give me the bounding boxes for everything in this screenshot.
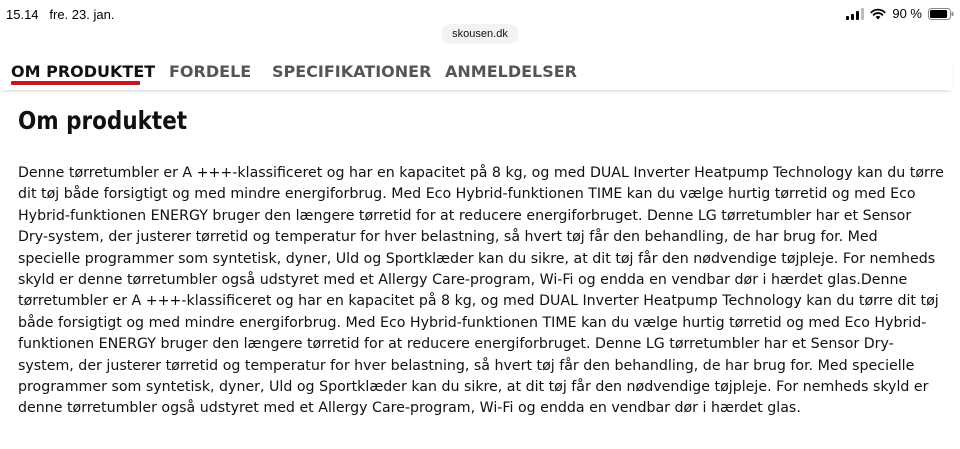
url-text: skousen.dk <box>452 28 508 40</box>
product-description: Denne tørretumbler er A +++-klassificeret og har en kapacitet på 8 kg, og med DUAL Inverter Heatpump Technology kan du tørre dit tøj både forsigtigt og med mindre energiforbrug. Med Eco Hybrid-funktionen TIME kan du vælge hurtig tørretid og med Eco Hybrid-funktionen ENERGY bruger den længere tørretid for at reducere energiforbruget. Denne LG tørretumbler har et Sensor Dry-system, der justerer tørretid og temperatur for hver belastning, så hvert tøj får den behandling, de har brug for. Med specielle programmer som syntetisk, dyner, Uld og Sportklæder kan du sikre, at dit tøj får den nødvendige tøjpleje. For nemheds skyld er denne tørretumbler også udstyret med et Allergy Care-program, Wi-Fi og endda en vendbar dør i hærdet glas.Denne tørretumbler er A +++-klassificeret og har en kapacitet på 8 kg, og med DUAL Inverter Heatpump Technology kan du tørre dit tøj både forsigtigt og med mindre energiforbrug. Med Eco Hybrid-funktionen TIME kan du vælge hurtig tørretid og med Eco Hybrid-funktionen ENERGY bruger den længere tørretid for at reducere energiforbruget. Denne LG tørretumbler har et Sensor Dry-system, der justerer tørretid og temperatur for hver belastning, så hvert tøj får den behandling, de har brug for. Med specielle programmer som syntetisk, dyner, Uld og Sportklæder kan du sikre, at dit tøj får den nødvendige tøjpleje. For nemheds skyld er denne tørretumbler også udstyret med et Allergy Care-program, Wi-Fi og endda en vendbar dør i hærdet glas. <box>18 165 944 417</box>
wifi-icon <box>870 8 886 20</box>
battery-icon <box>928 8 954 20</box>
tab-fordele[interactable] <box>169 62 251 81</box>
tab-label: FORDELE <box>169 62 252 81</box>
active-tab-indicator <box>11 81 140 85</box>
product-tabs <box>0 58 952 90</box>
tab-anmeldelser[interactable] <box>445 62 577 81</box>
url-bar[interactable] <box>442 24 518 44</box>
status-time-date <box>6 7 114 22</box>
section-title: Om produktet <box>18 106 188 135</box>
cellular-signal-icon <box>846 8 864 20</box>
status-time: 15.14 <box>6 7 39 22</box>
tab-specifikationer[interactable] <box>272 62 431 81</box>
status-indicators <box>846 6 954 21</box>
tab-om-produktet[interactable] <box>11 62 155 81</box>
battery-percent: 90 % <box>892 6 922 21</box>
tab-label: OM PRODUKTET <box>11 62 156 81</box>
tab-label: ANMELDELSER <box>445 62 577 81</box>
status-date: fre. 23. jan. <box>49 7 115 22</box>
tab-label: SPECIFIKATIONER <box>272 62 432 81</box>
